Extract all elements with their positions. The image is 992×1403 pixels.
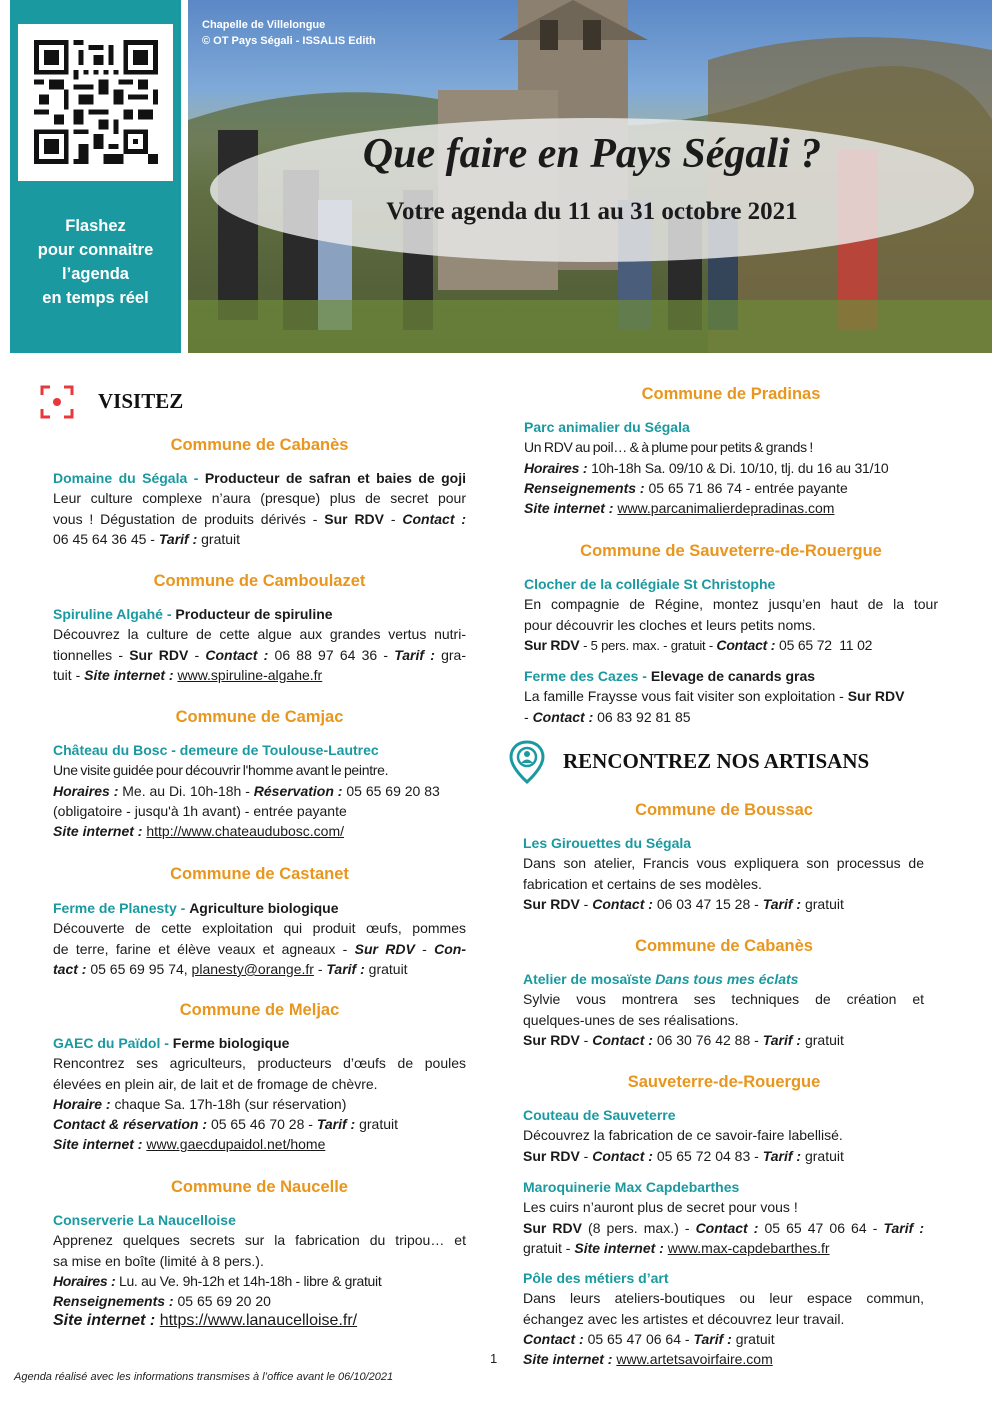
listing-girouettes — [523, 833, 924, 914]
contact-label: tact : — [53, 960, 87, 977]
tarif-value: gratuit — [804, 895, 844, 912]
contact-label: Contact : — [523, 1330, 584, 1347]
listing-title: Domaine du Ségala — [53, 470, 188, 486]
listing-conserverie-la-naucelloise — [53, 1210, 466, 1332]
tarif-value: gratuit — [804, 1031, 844, 1048]
rdv-label: Sur RDV — [354, 940, 415, 957]
listing-text: Les cuirs n’auront plus de secret pour vous ! — [523, 1199, 798, 1216]
commune-heading: Commune de Naucelle — [171, 1178, 348, 1196]
website-label: Site internet : — [524, 500, 614, 517]
website-label: Site internet : — [53, 1312, 156, 1330]
listing-text: sa mise en boîte (limité à 8 pers.). — [53, 1252, 264, 1269]
tarif-value: gratuit - — [523, 1239, 575, 1256]
website-link[interactable]: www.gaecdupaidol.net/home — [146, 1136, 326, 1153]
qr-instructions-line: en temps réel — [42, 289, 149, 307]
commune-heading: Commune de Castanet — [170, 865, 349, 883]
listing-text: Découvrez la fabrication de ce savoir-faire labellisé. — [523, 1127, 843, 1144]
section-title-visitez: VISITEZ — [98, 389, 184, 413]
qr-instructions-line: l’agenda — [62, 265, 129, 283]
listing-ferme-des-cazes: Ferme des Cazes - Elevage de canards gras La famille Fraysse vous fait visiter son exploitation - Sur RDV - Contact : 06 83 92 81 85 — [524, 668, 905, 725]
listing-pole-metiers-art — [523, 1268, 924, 1369]
website-link[interactable]: www.spiruline-algahe.fr — [177, 666, 323, 683]
tarif-value: gra- — [441, 646, 467, 663]
commune-heading: Commune de Pradinas — [641, 385, 821, 403]
contact-label: Contact : — [592, 1031, 653, 1048]
listing-text: échangez avec les artistes et découvrez leur travail. — [523, 1310, 845, 1327]
listing-text: Rencontrez ses agriculteurs, producteurs d’œufs de poules — [53, 1055, 466, 1072]
qr-instructions-line: pour connaitre — [37, 241, 154, 259]
phone-number: 06 88 97 64 36 - — [274, 646, 395, 663]
website-link[interactable]: https://www.lanaucelloise.fr/ — [159, 1312, 358, 1330]
listing-text: La famille Fraysse vous fait visiter son exploitation - — [524, 688, 848, 705]
tarif-label: Tarif : — [326, 960, 365, 977]
commune-heading: Commune de Meljac — [179, 1001, 340, 1019]
commune-heading: Commune de Sauveterre-de-Rouergue — [580, 542, 882, 560]
section-title-artisans: RENCONTREZ NOS ARTISANS — [563, 749, 870, 773]
tarif-value: gratuit — [804, 1147, 844, 1164]
listing-domaine-du-segala: Domaine du Ségala - Producteur de safran et baies de goji Leur culture complexe n’aura (presque) plus de secret pour vous ! Dégustation de produits dérivés - Sur RDV - Contact : 06 45 64 36 45 - Tarif : gratuit — [53, 470, 467, 547]
phone-number: 06 30 76 42 88 - — [656, 1031, 763, 1048]
listing-text: quelques-unes de ses réalisations. — [523, 1011, 739, 1028]
listing-title: Spiruline Algahé — [53, 606, 163, 622]
phone-number: 05 65 69 95 74, — [90, 960, 192, 977]
phone-number: 05 65 69 20 83 — [346, 782, 440, 799]
tarif-value: gratuit — [368, 960, 408, 977]
commune-heading: Commune de Camboulazet — [153, 572, 366, 590]
qr-code-frame[interactable] — [18, 24, 173, 181]
listing-text: fabrication et certains de ses modèles. — [523, 875, 762, 892]
contact-label: Con- — [434, 940, 466, 957]
listing-chateau-du-bosc — [53, 740, 466, 841]
contact-label: Contact : — [402, 510, 466, 527]
listing-text: Dans son atelier, Francis vous expliquera son processus de — [523, 855, 924, 872]
website-link[interactable]: www.max-capdebarthes.fr — [667, 1239, 830, 1256]
tarif-value: gratuit — [201, 530, 241, 547]
listing-subtitle: Agriculture biologique — [189, 900, 339, 916]
website-label: Site internet : — [84, 666, 174, 683]
rdv-label: Sur RDV — [129, 646, 189, 663]
listing-maroquinerie — [523, 1177, 924, 1258]
tarif-label: Tarif : — [762, 1147, 802, 1164]
footer-note: Agenda réalisé avec les informations transmises à l’office avant le 06/10/2021 — [14, 1371, 394, 1383]
photo-credit-line: © OT Pays Ségali - ISSALIS Edith — [202, 35, 376, 47]
commune-heading: Commune de Cabanès — [170, 436, 349, 454]
listing-title: GAEC du Païdol — [53, 1035, 161, 1051]
tarif-label: Tarif : — [394, 646, 435, 663]
website-label: Site internet : — [523, 1351, 613, 1368]
reservation-label: Réservation : — [253, 782, 343, 799]
separator: - — [579, 895, 593, 912]
listing-text: (obligatoire - jusqu'à 1h avant) - entrée payante — [53, 802, 347, 819]
listing-text: Apprenez quelques secrets sur la fabrication du tripou… et — [53, 1232, 466, 1249]
contact-label: Contact : — [592, 895, 653, 912]
phone-number: 06 83 92 81 85 — [597, 708, 691, 725]
listing-title: Ferme des Cazes — [524, 668, 639, 684]
email-link[interactable]: planesty@orange.fr — [191, 960, 314, 977]
hours-label: Horaires : — [524, 459, 588, 476]
listing-parc-animalier — [524, 417, 938, 518]
listing-subtitle: Elevage de canards gras — [650, 668, 816, 684]
photo-credit-line: Chapelle de Villelongue — [202, 19, 326, 31]
contact-label: Contact : — [205, 646, 269, 663]
listing-title: Couteau de Sauveterre — [523, 1107, 676, 1123]
website-label: Site internet : — [574, 1239, 664, 1256]
listing-clocher-collegiale — [524, 574, 938, 656]
tarif-label: Tarif : — [693, 1330, 732, 1347]
phone-number: 05 65 69 20 20 — [177, 1293, 271, 1310]
tarif-label: Tarif : — [762, 895, 802, 912]
listing-title: Clocher de la collégiale St Christophe — [524, 576, 776, 592]
listing-text: Découvrez la culture de cette algue aux grandes vertus nutri- — [53, 626, 466, 643]
listing-title: Château du Bosc - demeure de Toulouse-Lautrec — [53, 742, 379, 758]
listing-title: Atelier de mosaïste — [523, 971, 656, 987]
qr-instructions-line: Flashez — [65, 217, 126, 235]
listing-subtitle: Producteur de spiruline — [175, 606, 333, 622]
rdv-label: Sur RDV — [523, 1147, 580, 1164]
phone-number: 05 65 47 06 64 - — [764, 1219, 884, 1236]
hours-value: Lu. au Ve. 9h-12h et 14h-18h - libre & gratuit — [118, 1272, 382, 1289]
listing-text: tionnelles - — [53, 646, 130, 663]
website-link[interactable]: www.artetsavoirfaire.com — [616, 1351, 773, 1368]
tarif-value: gratuit — [359, 1116, 398, 1133]
artisans-section-header — [507, 740, 547, 789]
listing-ferme-de-planesty: Ferme de Planesty - Agriculture biologique Découverte de cette exploitation qui produit œufs, pommes de terre, farine et élève veaux et agneaux - Sur RDV - Con- tact : 05 65 69 95 74, planesty@orange.fr - Tarif : gratuit — [53, 900, 466, 977]
contact-label: Contact & réservation : — [53, 1116, 208, 1133]
listing-text: de terre, farine et élève veaux et agneaux - — [53, 940, 355, 957]
rdv-label: Sur RDV — [524, 636, 580, 653]
phone-number: 06 03 47 15 28 - — [656, 895, 763, 912]
separator: - — [579, 1147, 593, 1164]
listing-title: Les Girouettes du Ségala — [523, 835, 692, 851]
tarif-label: Tarif : — [883, 1219, 924, 1236]
phone-number: 05 65 46 70 28 - — [210, 1116, 317, 1133]
tarif-value: gratuit — [735, 1330, 775, 1347]
tarif-label: Tarif : — [762, 1031, 802, 1048]
listing-text: Un RDV au poil… & à plume pour petits & grands ! — [524, 439, 813, 456]
hours-label: Horaire : — [53, 1095, 111, 1112]
listing-title: Maroquinerie Max Capdebarthes — [523, 1179, 740, 1195]
contact-label: Contact : — [592, 1147, 653, 1164]
visitez-section-header — [40, 385, 74, 424]
listing-text: Sylvie vous montrera ses techniques de création et — [523, 991, 924, 1008]
listing-title: Conserverie La Naucelloise — [53, 1212, 236, 1228]
website-label: Site internet : — [53, 1136, 143, 1153]
separator: - — [579, 1031, 593, 1048]
qr-instructions — [10, 214, 181, 310]
phone-number: 05 65 71 86 74 - entrée payante — [648, 479, 848, 496]
page-title: Que faire en Pays Ségali ? — [362, 131, 822, 177]
listing-text: (8 pers. max.) - — [581, 1219, 696, 1236]
rdv-label: Sur RDV — [523, 895, 580, 912]
tarif-label: Tarif : — [158, 530, 198, 547]
listing-text: Dans leurs ateliers-boutiques ou leur espace commun, — [523, 1290, 924, 1307]
page-subtitle: Votre agenda du 11 au 31 octobre 2021 — [386, 198, 798, 225]
commune-heading: Sauveterre-de-Rouergue — [627, 1073, 821, 1091]
rdv-label: Sur RDV — [523, 1031, 580, 1048]
listing-title-italic: Dans tous mes éclats — [655, 971, 799, 987]
rdv-label: Sur RDV — [523, 1219, 582, 1236]
contact-label: Contact : — [716, 636, 776, 653]
listing-title: Ferme de Planesty — [53, 900, 177, 916]
commune-heading: Commune de Cabanès — [635, 937, 813, 955]
info-label: Renseignements : — [53, 1293, 174, 1310]
listing-subtitle: Producteur de safran et baies de goji — [204, 470, 467, 486]
listing-title: Parc animalier du Ségala — [524, 419, 690, 435]
phone-number: 05 65 72 04 83 - — [656, 1147, 763, 1164]
commune-heading: Commune de Boussac — [635, 801, 813, 819]
listing-atelier-mosaiste — [523, 969, 924, 1050]
phone-number: 06 45 64 36 45 - — [53, 530, 159, 547]
website-label: Site internet : — [53, 823, 143, 840]
website-link[interactable]: http://www.chateaudubosc.com/ — [146, 823, 345, 840]
qr-code-icon — [34, 40, 158, 164]
listing-subtitle: Ferme biologique — [172, 1035, 290, 1051]
listing-gaec-du-paidol: GAEC du Païdol - Ferme biologique Rencontrez ses agriculteurs, producteurs d’œufs de poules élevées en plein air, de lait et de fromage de chèvre. Horaire : chaque Sa. 17h-18h (sur réservation) Contact & réservation : 05 65 46 70 28 - Tarif : gratuit Site internet : www.gaecdupaidol.net/home — [53, 1035, 466, 1153]
listing-spiruline-algahe: Spiruline Algahé - Producteur de spiruline Découvrez la culture de cette algue aux grandes vertus nutri- tionnelles - Sur RDV - Contact : 06 88 97 64 36 - Tarif : gra- tuit - Site internet : www.spiruline-algahe.fr — [53, 606, 467, 683]
rdv-label: Sur RDV — [847, 688, 905, 705]
focus-target-icon — [40, 385, 74, 419]
phone-number: 05 65 72 11 02 — [778, 636, 873, 653]
commune-heading: Commune de Camjac — [175, 708, 344, 726]
tarif-label: Tarif : — [316, 1116, 356, 1133]
rdv-label: Sur RDV — [324, 510, 385, 527]
hours-value: Me. au Di. 10h-18h - — [122, 782, 254, 799]
listing-text: pour découvrir les cloches et leurs petits noms. — [524, 616, 816, 633]
listing-text: élevées en plein air, de lait et de fromage de chèvre. — [53, 1075, 378, 1092]
tarif-value: tuit - — [53, 666, 85, 683]
phone-number: 05 65 47 06 64 - — [587, 1330, 694, 1347]
listing-text: Leur culture complexe n’aura (presque) plus de secret pour — [53, 490, 466, 507]
website-link[interactable]: www.parcanimalierdepradinas.com — [617, 500, 835, 517]
info-label: Renseignements : — [524, 479, 645, 496]
listing-text: Découverte de cette exploitation qui produit œufs, pommes — [53, 920, 466, 937]
listing-title: Pôle des métiers d’art — [523, 1270, 669, 1286]
hours-label: Horaires : — [53, 1272, 116, 1289]
listing-text: En compagnie de Régine, montez jusqu’en haut de la tour — [524, 596, 938, 613]
photo-credit — [202, 17, 376, 49]
hours-label: Horaires : — [53, 782, 119, 799]
contact-label: Contact : — [532, 708, 594, 725]
hours-value: chaque Sa. 17h-18h (sur réservation) — [114, 1095, 347, 1112]
location-pin-person-icon — [507, 740, 547, 784]
listing-text: vous ! Dégustation de produits dérivés - — [53, 510, 325, 527]
listing-text: - — [524, 708, 533, 725]
listing-couteau-sauveterre — [523, 1105, 924, 1166]
page-number: 1 — [490, 1351, 498, 1366]
listing-text: Une visite guidée pour découvrir l'homme avant le peintre. — [53, 762, 389, 779]
contact-label: Contact : — [695, 1219, 759, 1236]
listing-text: - 5 pers. max. - gratuit - — [583, 637, 717, 653]
hours-value: 10h-18h Sa. 09/10 & Di. 10/10, tlj. du 16 au 31/10 — [591, 459, 889, 476]
